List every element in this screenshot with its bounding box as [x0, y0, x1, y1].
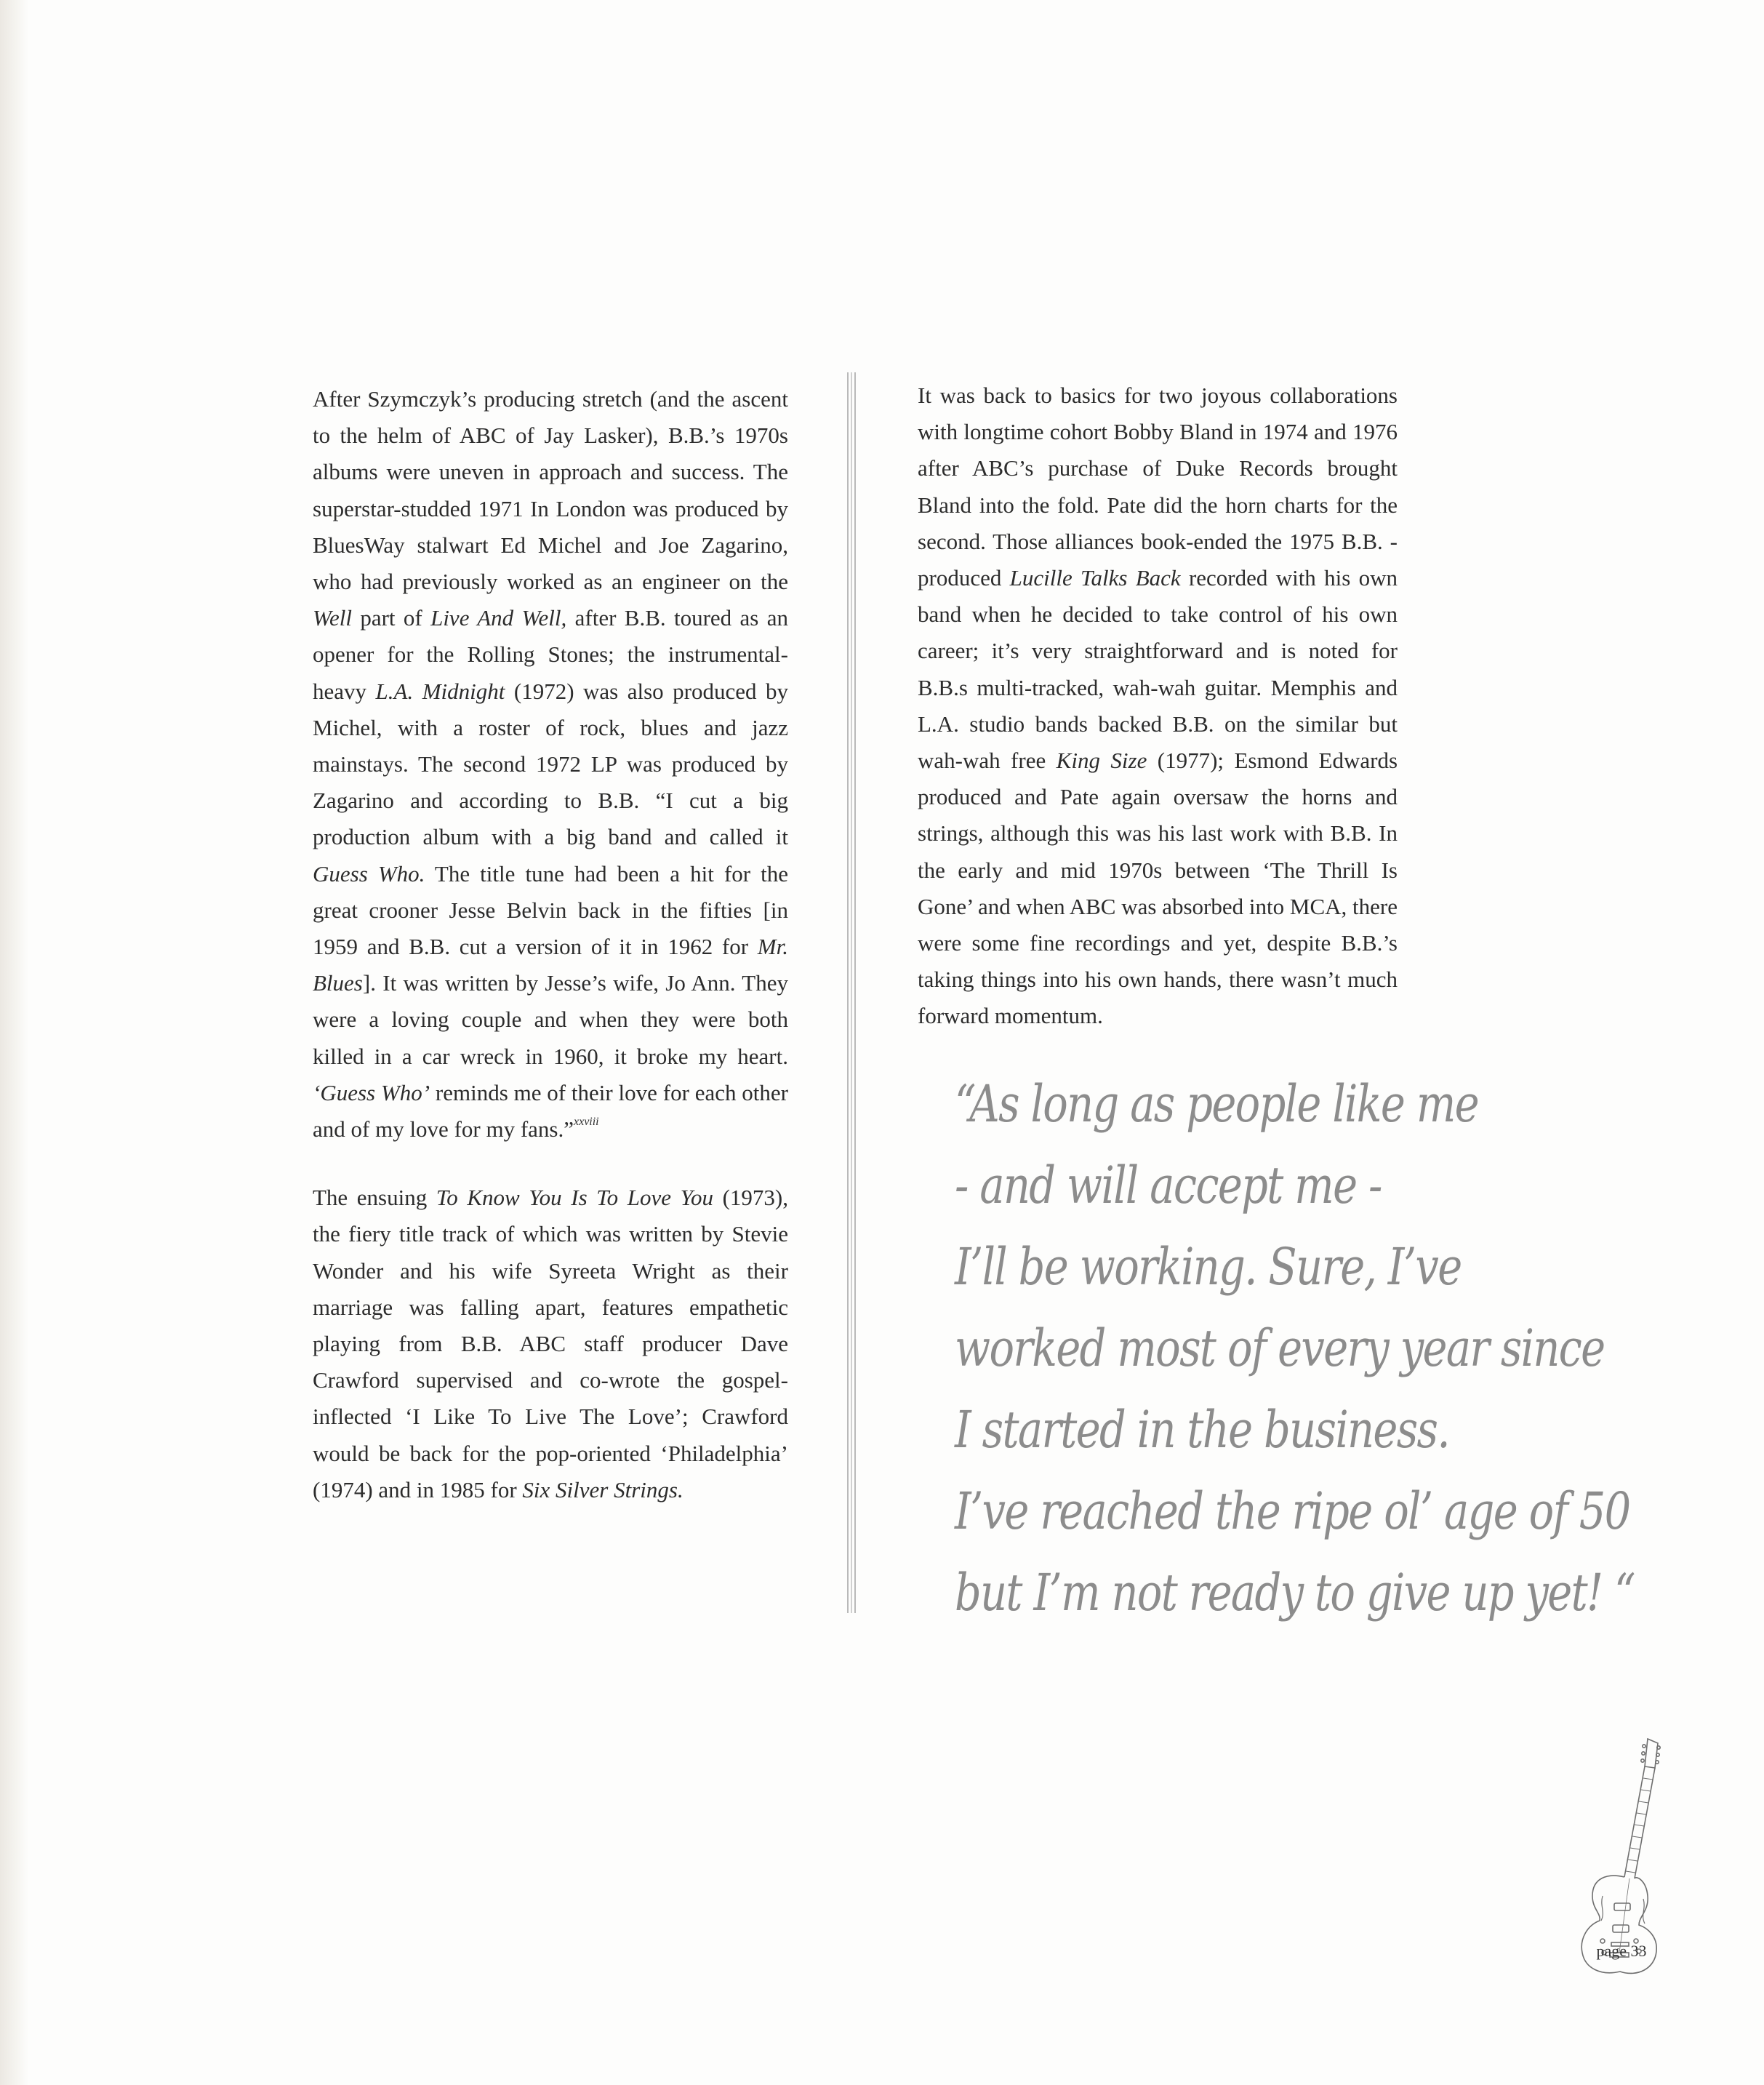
pull-quote-line: - and will accept me -: [955, 1156, 1382, 1215]
pull-quote-line: worked most of every year since: [955, 1318, 1605, 1378]
italic-title: To Know You Is To Love You: [436, 1185, 713, 1211]
italic-title: Guess Who.: [313, 860, 425, 887]
text-run: (1972) was also produced by Michel, with a roster of rock, blues and jazz mainstays. The second 1972 LP was produced by Zagarino and according to B.B. “I cut a big production album with a big band and called it: [313, 678, 788, 850]
text-run: reminds me of their love for each other and of my love for my fans.”: [313, 1079, 789, 1142]
text-run: part of: [351, 605, 431, 631]
column-divider: [847, 372, 856, 1613]
text-run: (1973), the fiery title track of which was written by Stevie Wonder and his wife Syreeta Wright as their marriage was falling apart, features empathetic playing from B.B. ABC staff producer Dave Crawford supervised and co-wrote the gospel-inflected ‘I Like To Live The Love’; Crawford would be back for the pop-oriented ‘Philadelphia’ (1974) and in 1985 for: [313, 1185, 788, 1502]
pull-quote-line: I started in the business.: [955, 1400, 1449, 1460]
italic-title: Live And Well,: [430, 605, 567, 631]
book-spine-shadow: [0, 0, 29, 2085]
italic-title: King Size: [1056, 748, 1147, 774]
pull-quote-line: “As long as people like me: [955, 1074, 1478, 1134]
pull-quote-line: but I’m not ready to give up yet! “: [955, 1563, 1635, 1622]
pull-quote: [955, 1063, 1635, 1633]
footnote-marker: xxviii: [573, 1116, 599, 1129]
left-paragraph-1: [313, 381, 788, 1148]
right-text-column: [918, 377, 1398, 1035]
page-number: page 33: [1596, 1942, 1647, 1960]
pull-quote-line: I’ll be working. Sure, I’ve: [955, 1237, 1462, 1297]
text-run: (1977); Esmond Edwards produced and Pate again oversaw the horns and strings, although this was his last work with B.B. In the early and mid 1970s between ‘The Thrill Is Gone’ and when ABC was absorbed into MCA, there were some fine recordings and yet, despite B.B.’s taking things into his own hands, there wasn’t much forward momentum.: [918, 748, 1398, 1029]
italic-title: L.A. Midnight: [375, 678, 505, 704]
italic-title: Well: [313, 605, 352, 631]
text-run: The ensuing: [313, 1185, 436, 1211]
text-run: after B.B. toured as an opener for the Rolling Stones; the instrumental-heavy: [313, 605, 788, 704]
text-run: The title tune had been a hit for the great crooner Jesse Belvin back in the fifties [in 1959 and B.B. cut a version of it in 1962 for: [313, 860, 788, 960]
pull-quote-line: I’ve reached the ripe ol’ age of 50: [955, 1481, 1630, 1541]
left-text-column: [313, 381, 788, 1508]
left-paragraph-2: [313, 1180, 788, 1508]
text-run: recorded with his own band when he decided to take control of his own career; it’s very straightforward and is noted for B.B.s multi-tracked, wah-wah guitar. Memphis and L.A. studio bands backed B.B. on the similar but wah-wah free: [918, 565, 1398, 774]
right-paragraph-1: [918, 377, 1398, 1035]
text-run: After Szymczyk’s producing stretch (and the ascent to the helm of ABC of Jay Lasker), B.B.’s 1970s albums were uneven in approach and success. The superstar-studded 1971 In London was produced by BluesWay stalwart Ed Michel and Joe Zagarino, who had previously worked as an engineer on the: [313, 386, 788, 595]
italic-title: Six Silver Strings.: [522, 1476, 683, 1502]
italic-title: ‘Guess Who’: [313, 1079, 430, 1105]
italic-title: Lucille Talks Back: [1009, 565, 1181, 591]
italic-title: Mr. Blues: [313, 934, 788, 996]
text-run: ]. It was written by Jesse’s wife, Jo Ann. They were a loving couple and when they were both killed in a car wreck in 1960, it broke my heart.: [313, 970, 788, 1069]
text-run: It was back to basics for two joyous collaborations with longtime cohort Bobby Bland in 1974 and 1976 after ABC’s purchase of Duke Records brought Bland into the fold. Pate did the horn charts for the second. Those alliances book-ended the 1975 B.B. - produced: [918, 383, 1398, 591]
